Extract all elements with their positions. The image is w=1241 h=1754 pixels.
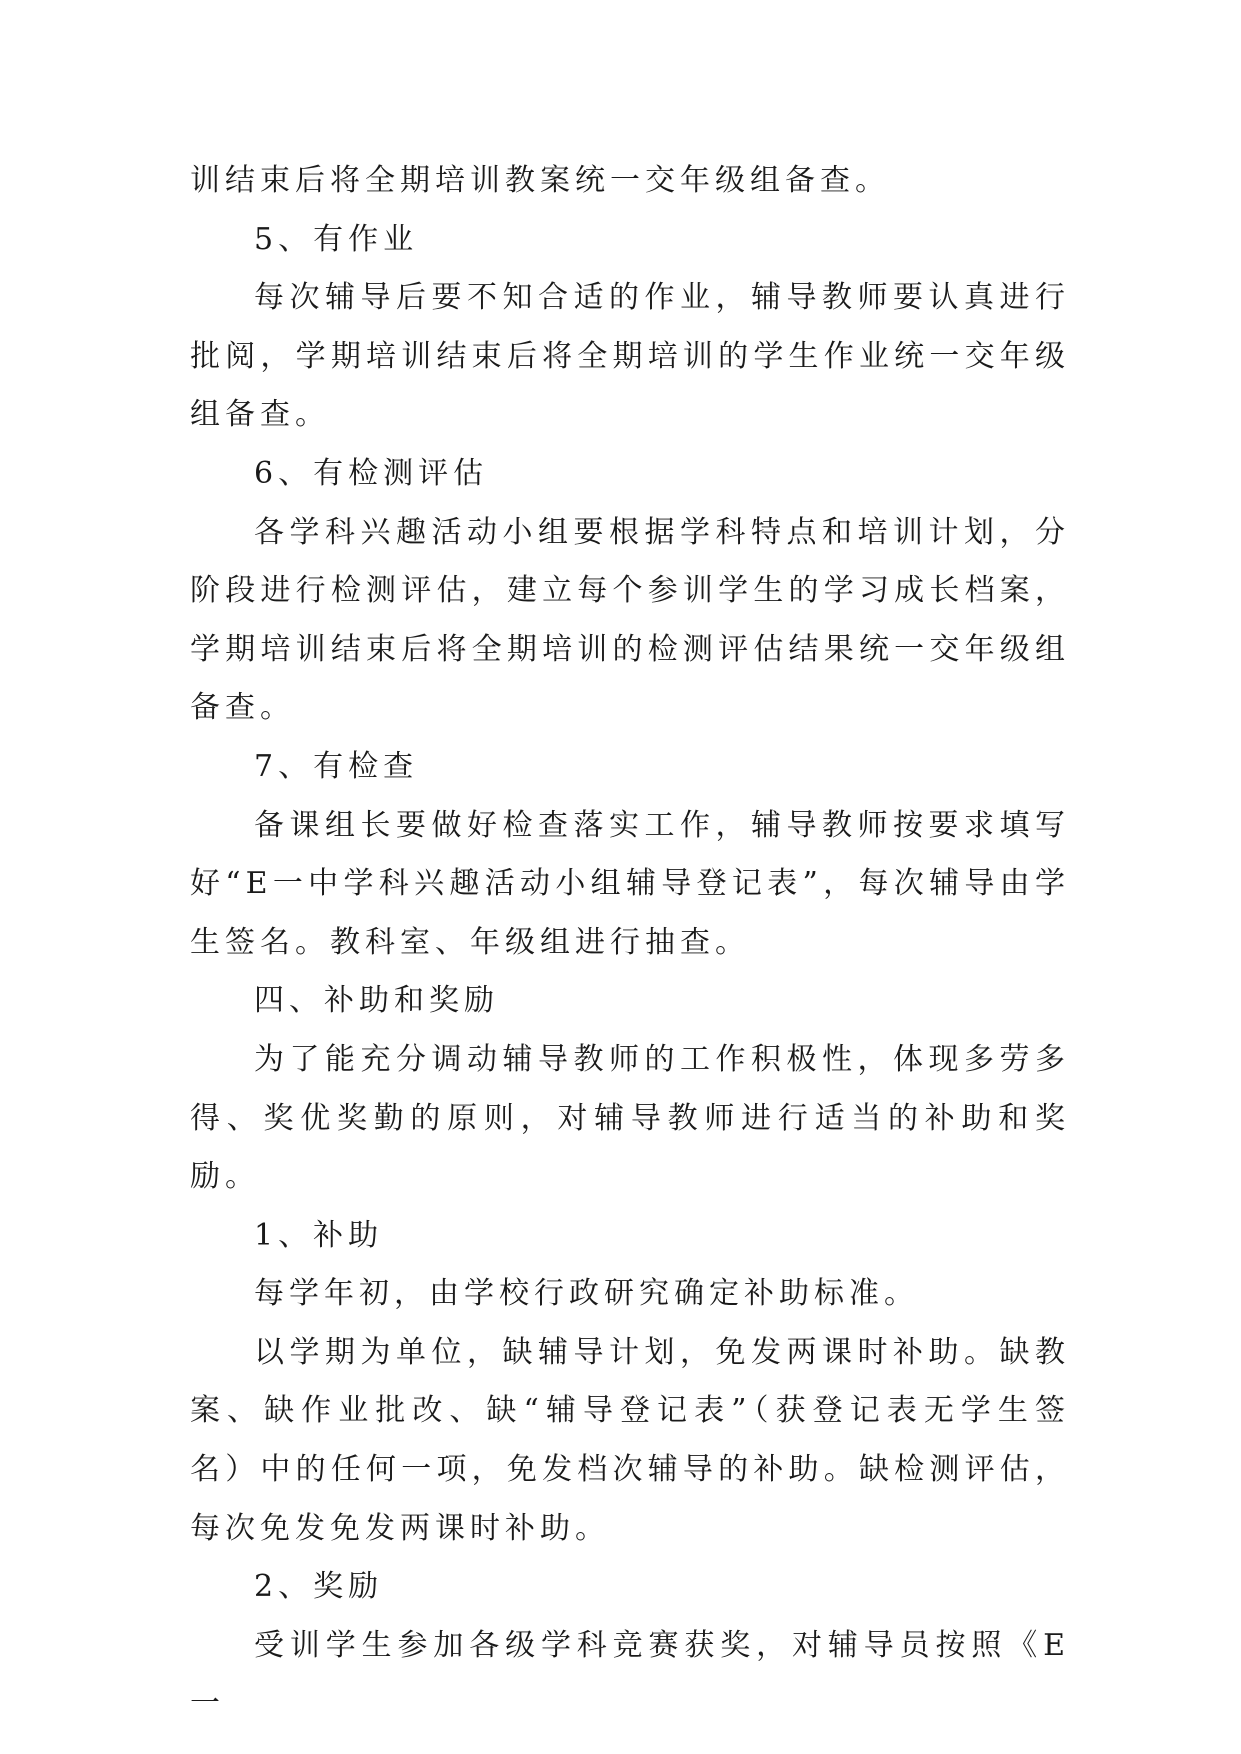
section-heading-homework: 5、有作业	[254, 221, 419, 257]
paragraph-subsidy-standard: 每学年初，由学校行政研究确定补助标准。	[254, 1276, 919, 1312]
section-heading-subsidy: 1、补助	[254, 1217, 384, 1253]
section-heading-reward: 2、奖励	[254, 1569, 384, 1605]
paragraph-continued: 训结束后将全期培训教案统一交年级组备查。	[190, 163, 890, 198]
paragraph-inspection: 备课组长要做好检查落实工作，辅导教师按要求填写好“E一中学科兴趣活动小组辅导登记表”，每次辅导由学生签名。教科室、年级组进行抽查。	[190, 807, 1070, 960]
section-heading-inspection: 7、有检查	[254, 748, 419, 784]
paragraph-subsidy-rules: 以学期为单位，缺辅导计划，免发两课时补助。缺教案、缺作业批改、缺“辅导登记表”（获登记表无学生签名）中的任何一项，免发档次辅导的补助。缺检测评估，每次免发免发两课时补助。	[190, 1334, 1070, 1546]
section-heading-subsidy-reward: 四、补助和奖励	[254, 983, 499, 1019]
paragraph-assessment: 各学科兴趣活动小组要根据学科特点和培训计划，分阶段进行检测评估，建立每个参训学生的学习成长档案，学期培训结束后将全期培训的检测评估结果统一交年级组备查。	[190, 514, 1070, 726]
document-body	[190, 152, 1070, 1734]
section-heading-assessment: 6、有检测评估	[254, 455, 489, 491]
paragraph-reward: 受训学生参加各级学科竞赛获奖，对辅导员按照《E一	[190, 1627, 1070, 1722]
paragraph-subsidy-reward: 为了能充分调动辅导教师的工作积极性，体现多劳多得、奖优奖勤的原则，对辅导教师进行适当的补助和奖励。	[190, 1041, 1070, 1195]
paragraph-homework: 每次辅导后要不知合适的作业，辅导教师要认真进行批阅，学期培训结束后将全期培训的学生作业统一交年级组备查。	[190, 280, 1070, 433]
